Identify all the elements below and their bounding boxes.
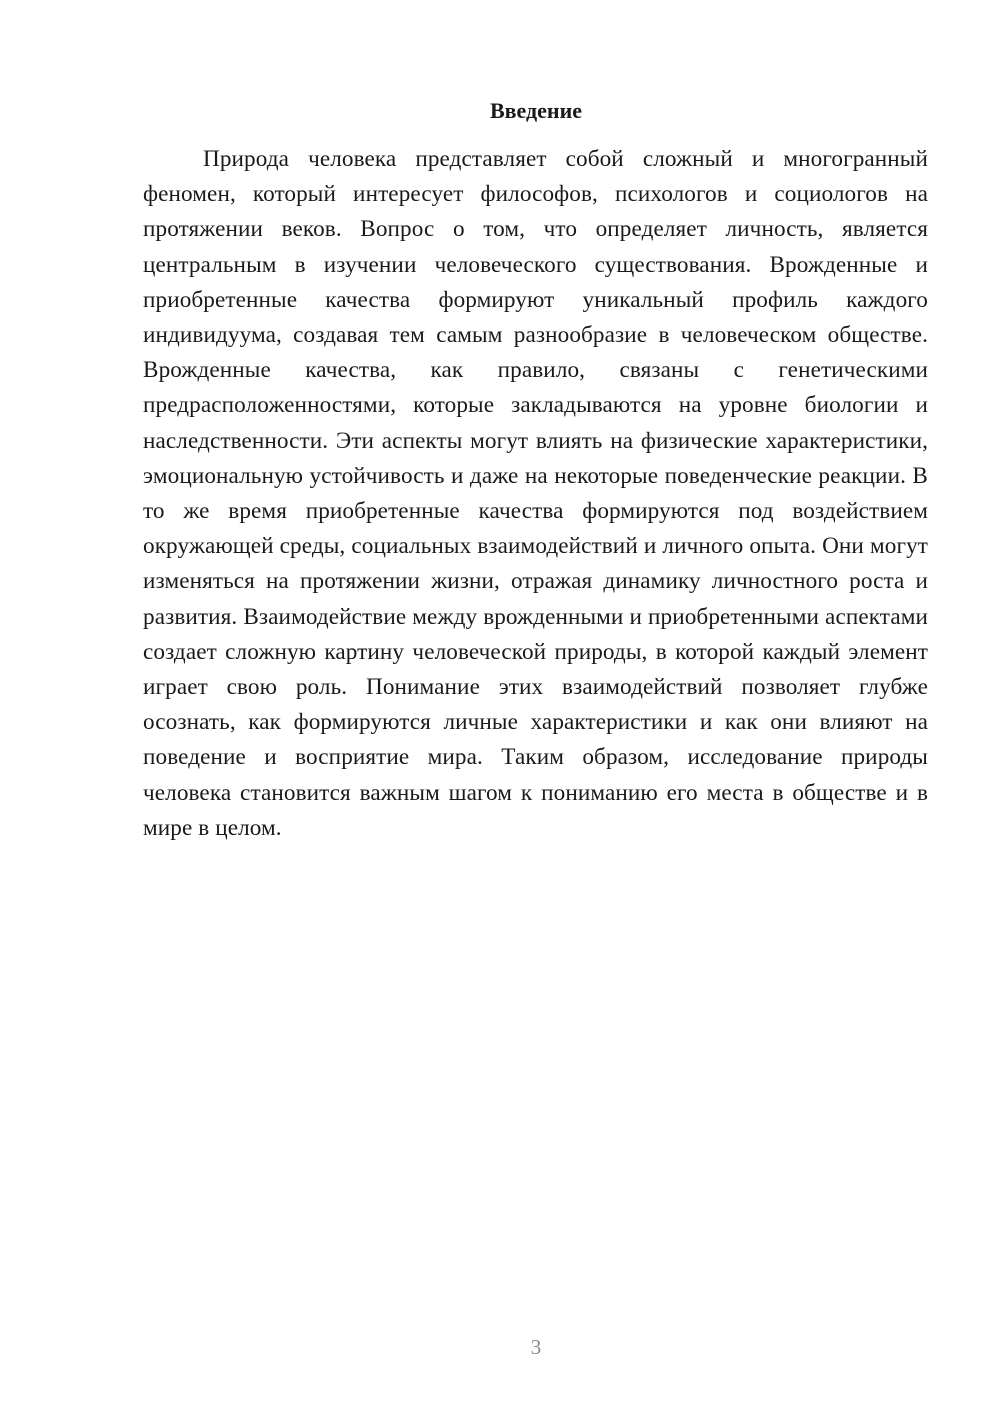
- body-paragraph: Природа человека представляет собой сложный и многогранный феномен, который интересует философов, психологов и социологов на протяжении веков. Вопрос о том, что определяет личность, является центральным в изучении человеческого существования. Врожденные и приобретенные качества формируют уникальный профиль каждого индивидуума, создавая тем самым разнообразие в человеческом обществе. Врожденные качества, как правило, связаны с генетическими предрасположенностями, которые закладываются на уровне биологии и наследственности. Эти аспекты могут влиять на физические характеристики, эмоциональную устойчивость и даже на некоторые поведенческие реакции. В то же время приобретенные качества формируются под воздействием окружающей среды, социальных взаимодействий и личного опыта. Они могут изменяться на протяжении жизни, отражая динамику личностного роста и развития. Взаимодействие между врожденными и приобретенными аспектами создает сложную картину человеческой природы, в которой каждый элемент играет свою роль. Понимание этих взаимодействий позволяет глубже осознать, как формируются личные характеристики и как они влияют на поведение и восприятие мира. Таким образом, исследование природы человека становится важным шагом к пониманию его места в обществе и в мире в целом.: [143, 146, 928, 841]
- section-heading: Введение: [489, 98, 583, 123]
- page-number: 3: [530, 1335, 542, 1359]
